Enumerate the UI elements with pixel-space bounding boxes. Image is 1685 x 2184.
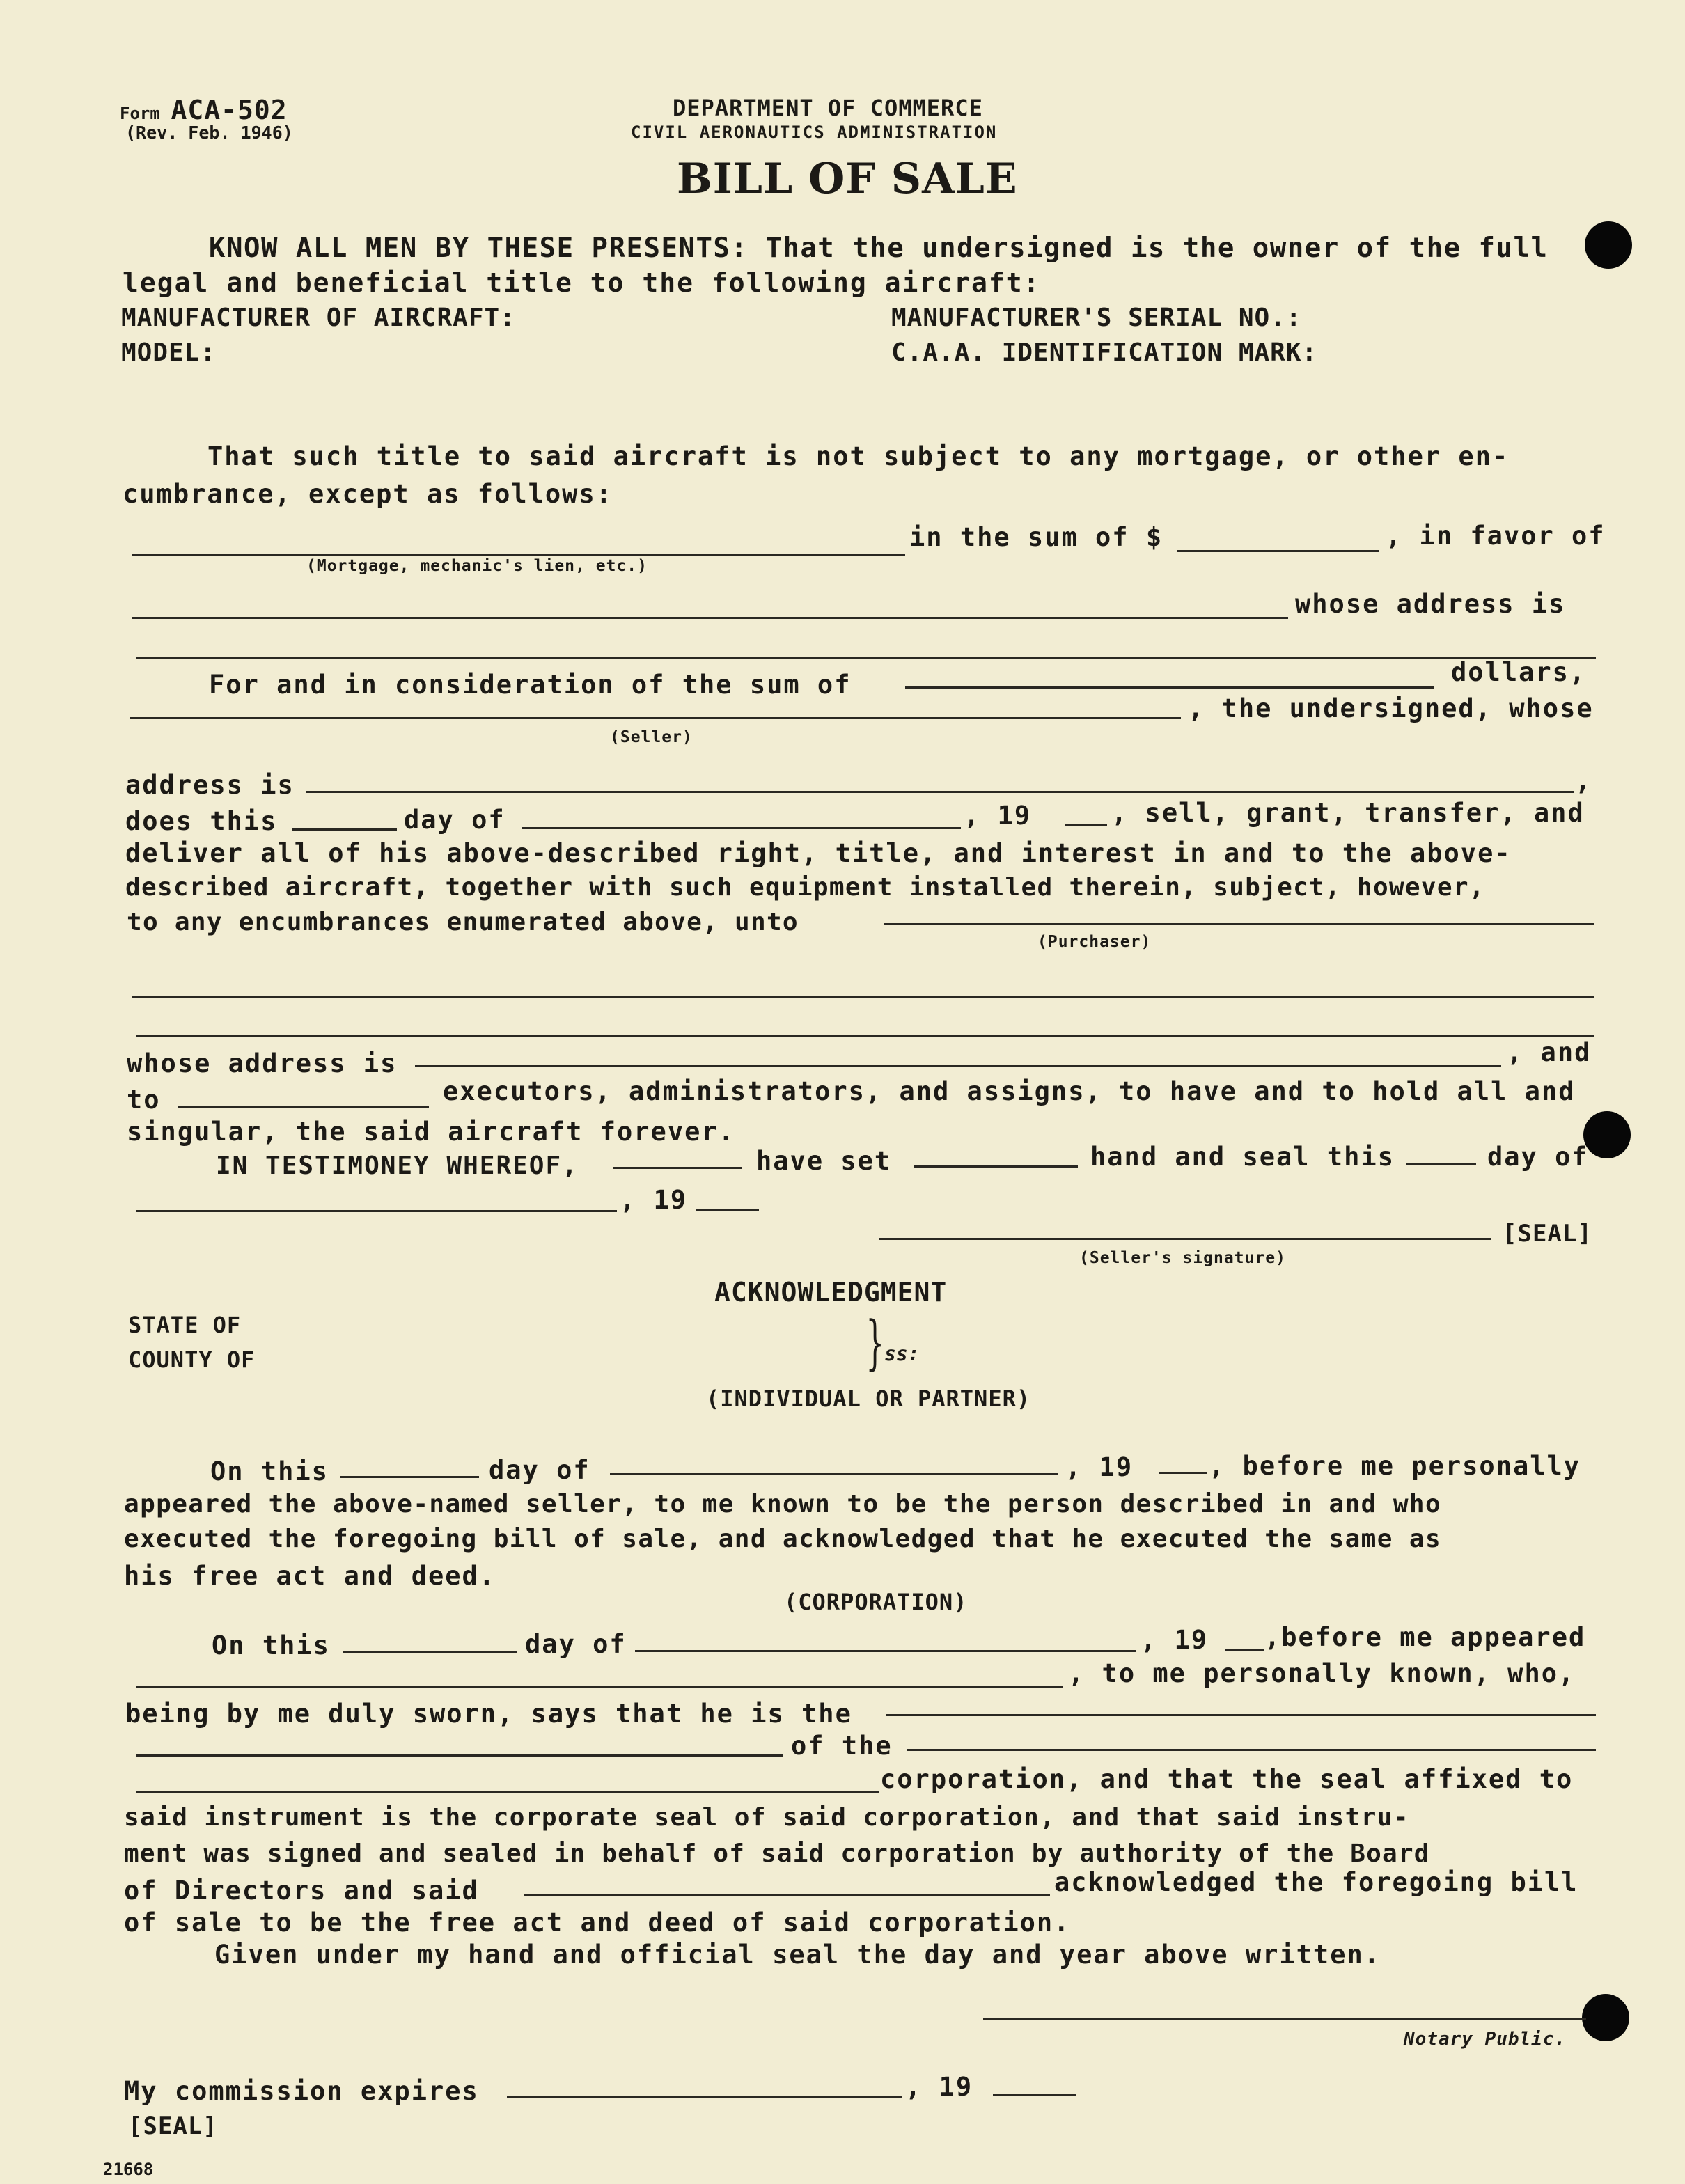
individual-day-of-label: day of: [489, 1455, 590, 1485]
seller-address-field[interactable]: [306, 791, 1574, 793]
sum-label: in the sum of $: [909, 522, 1163, 552]
corp-sworn-label: being by me duly sworn, says that he is the: [125, 1699, 852, 1729]
individual-line-3: executed the foregoing bill of sale, and acknowledged that he executed the same as: [124, 1525, 1442, 1553]
hand-and-seal-label: hand and seal this: [1090, 1142, 1395, 1172]
form-number: [120, 95, 288, 125]
have-set-label: have set: [756, 1146, 892, 1176]
seller-address-comma: ,: [1575, 766, 1592, 796]
corp-year-field[interactable]: [1225, 1649, 1264, 1651]
testimony-label: IN TESTIMONEY WHEREOF,: [216, 1152, 579, 1180]
serial-number-label: MANUFACTURER'S SERIAL NO.:: [891, 304, 1302, 332]
sale-year-field[interactable]: [1065, 824, 1107, 826]
testimony-year-field[interactable]: [696, 1209, 759, 1211]
seller-caption: (Seller): [610, 728, 693, 746]
favor-label: , in favor of: [1386, 521, 1606, 551]
individual-line-2: appeared the above-named seller, to me known to be the person described in and who: [124, 1490, 1442, 1518]
encumbrance-type-field[interactable]: [132, 554, 905, 556]
corp-day-field[interactable]: [343, 1651, 517, 1653]
form-code: ACA-502: [171, 95, 288, 125]
consideration-amount-field[interactable]: [905, 686, 1434, 689]
form-revision: (Rev. Feb. 1946): [125, 123, 293, 143]
individual-before-label: , before me personally: [1209, 1451, 1581, 1481]
testimony-pronoun-field[interactable]: [914, 1165, 1078, 1168]
page-title: BILL OF SALE: [677, 155, 1018, 203]
corp-officer-title-field[interactable]: [886, 1714, 1596, 1716]
encumbrance-caption: (Mortgage, mechanic's lien, etc.): [306, 557, 648, 575]
purchaser-caption: (Purchaser): [1037, 933, 1152, 951]
intro-line-2: legal and beneficial title to the following aircraft:: [123, 267, 1041, 298]
individual-year-field[interactable]: [1159, 1472, 1207, 1474]
punch-hole-bottom: [1582, 1994, 1629, 2041]
notary-signature-field[interactable]: [983, 2018, 1586, 2020]
individual-month-field[interactable]: [610, 1473, 1058, 1475]
purchaser-field-line-2[interactable]: [132, 996, 1594, 998]
corp-acknowledged-label: acknowledged the foregoing bill: [1054, 1867, 1578, 1897]
testimony-party-field[interactable]: [613, 1167, 742, 1169]
corp-corporation-label: corporation, and that the seal affixed to: [880, 1764, 1574, 1794]
individual-on-this-label: On this: [210, 1456, 329, 1486]
sale-month-field[interactable]: [522, 827, 961, 829]
corp-before-label: ,before me appeared: [1264, 1622, 1586, 1652]
commission-year-label: , 19: [905, 2072, 973, 2102]
individual-line-4: his free act and deed.: [124, 1561, 496, 1591]
notary-seal: [SEAL]: [128, 2112, 218, 2140]
testimony-day-field[interactable]: [1406, 1163, 1476, 1165]
testimony-day-of-label: day of: [1487, 1142, 1589, 1172]
form-print-code: 21668: [103, 2160, 154, 2179]
purchaser-address-label: whose address is: [127, 1048, 398, 1078]
purchaser-field-line-3[interactable]: [136, 1035, 1594, 1037]
individual-year-label: , 19: [1065, 1452, 1134, 1482]
seller-address-label: address is: [125, 770, 295, 800]
corp-directors-label: of Directors and said: [124, 1876, 479, 1906]
pronoun-field[interactable]: [178, 1106, 429, 1108]
undersigned-label: , the undersigned, whose: [1188, 693, 1594, 723]
corp-title-continued-field[interactable]: [136, 1754, 783, 1757]
sale-year-label: , 19: [964, 801, 1032, 831]
seller-name-field[interactable]: [130, 717, 1181, 719]
state-label: STATE OF: [128, 1312, 242, 1338]
corp-known-label: , to me personally known, who,: [1068, 1658, 1576, 1688]
testimony-year-label: , 19: [620, 1185, 688, 1215]
corp-officer-ack-field[interactable]: [524, 1894, 1050, 1896]
department-name: DEPARTMENT OF COMMERCE: [673, 95, 983, 121]
corp-month-field[interactable]: [635, 1650, 1136, 1652]
does-this-label: does this: [125, 806, 278, 836]
given-line: Given under my hand and official seal the day and year above written.: [214, 1940, 1381, 1970]
seller-signature-field[interactable]: [879, 1238, 1491, 1240]
seller-signature-caption: (Seller's signature): [1079, 1249, 1286, 1267]
singular-label: singular, the said aircraft forever.: [127, 1117, 735, 1147]
commission-date-field[interactable]: [507, 2096, 902, 2098]
identification-mark-label: C.A.A. IDENTIFICATION MARK:: [891, 338, 1318, 367]
encumbrance-line-1: That such title to said aircraft is not subject to any mortgage, or other en-: [207, 441, 1510, 471]
commission-label: My commission expires: [124, 2076, 479, 2106]
punch-hole-middle: [1583, 1111, 1631, 1158]
purchaser-field[interactable]: [884, 923, 1594, 925]
to-any-line: to any encumbrances enumerated above, unto: [127, 908, 799, 936]
purchaser-address-field[interactable]: [415, 1065, 1501, 1067]
corp-name-continued-field[interactable]: [136, 1791, 879, 1793]
executors-label: executors, administrators, and assigns, to have and to hold all and: [443, 1076, 1576, 1106]
model-label: MODEL:: [121, 338, 217, 367]
commission-year-field[interactable]: [993, 2094, 1076, 2096]
intro-line-1: KNOW ALL MEN BY THESE PRESENTS: That the undersigned is the owner of the full: [209, 233, 1549, 264]
lienholder-field[interactable]: [132, 617, 1288, 619]
corp-sale-line: of sale to be the free act and deed of said corporation.: [124, 1908, 1071, 1938]
sell-grant-label: , sell, grant, transfer, and: [1111, 798, 1585, 828]
deliver-line: deliver all of his above-described right, title, and interest in and to the above-: [125, 838, 1512, 868]
corp-year-label: , 19: [1141, 1625, 1209, 1655]
corp-name-field[interactable]: [907, 1749, 1596, 1751]
corp-of-the-label: of the: [791, 1731, 893, 1761]
testimony-month-field[interactable]: [136, 1210, 617, 1212]
corp-day-of-label: day of: [525, 1629, 627, 1659]
ss-label: ss:: [884, 1342, 920, 1365]
sale-day-field[interactable]: [292, 828, 397, 831]
administration-name: CIVIL AERONAUTICS ADMINISTRATION: [631, 123, 998, 142]
jurisdiction-brace: }: [865, 1308, 885, 1376]
sale-day-of-label: day of: [404, 805, 505, 835]
individual-day-field[interactable]: [340, 1476, 479, 1478]
county-label: COUNTY OF: [128, 1346, 256, 1373]
lienholder-address-field[interactable]: [136, 657, 1596, 659]
corp-ment-line: ment was signed and sealed in behalf of said corporation by authority of the Board: [124, 1839, 1430, 1868]
form-prefix: Form: [120, 104, 160, 123]
lienholder-address-label: whose address is: [1295, 589, 1566, 619]
encumbrance-line-2: cumbrance, except as follows:: [123, 479, 613, 509]
acknowledgment-title: ACKNOWLEDGMENT: [714, 1277, 948, 1307]
dollars-label: dollars,: [1451, 657, 1587, 687]
punch-hole-top: [1585, 221, 1632, 269]
consideration-line: For and in consideration of the sum of: [209, 670, 852, 700]
manufacturer-label: MANUFACTURER OF AIRCRAFT:: [121, 304, 516, 332]
notary-label: Notary Public.: [1404, 2029, 1567, 2050]
testimony-seal: [SEAL]: [1503, 1220, 1592, 1248]
individual-heading: (INDIVIDUAL OR PARTNER): [706, 1385, 1031, 1412]
described-line: described aircraft, together with such equipment installed therein, subject, however,: [125, 873, 1485, 902]
sum-field[interactable]: [1177, 550, 1379, 552]
corporation-heading: (CORPORATION): [784, 1589, 968, 1615]
to-label: to: [127, 1085, 161, 1115]
corp-on-this-label: On this: [212, 1631, 330, 1660]
corp-said-line: said instrument is the corporate seal of said corporation, and that said instru-: [124, 1803, 1409, 1832]
and-label: , and: [1507, 1037, 1592, 1067]
corp-officer-name-field[interactable]: [136, 1686, 1063, 1688]
